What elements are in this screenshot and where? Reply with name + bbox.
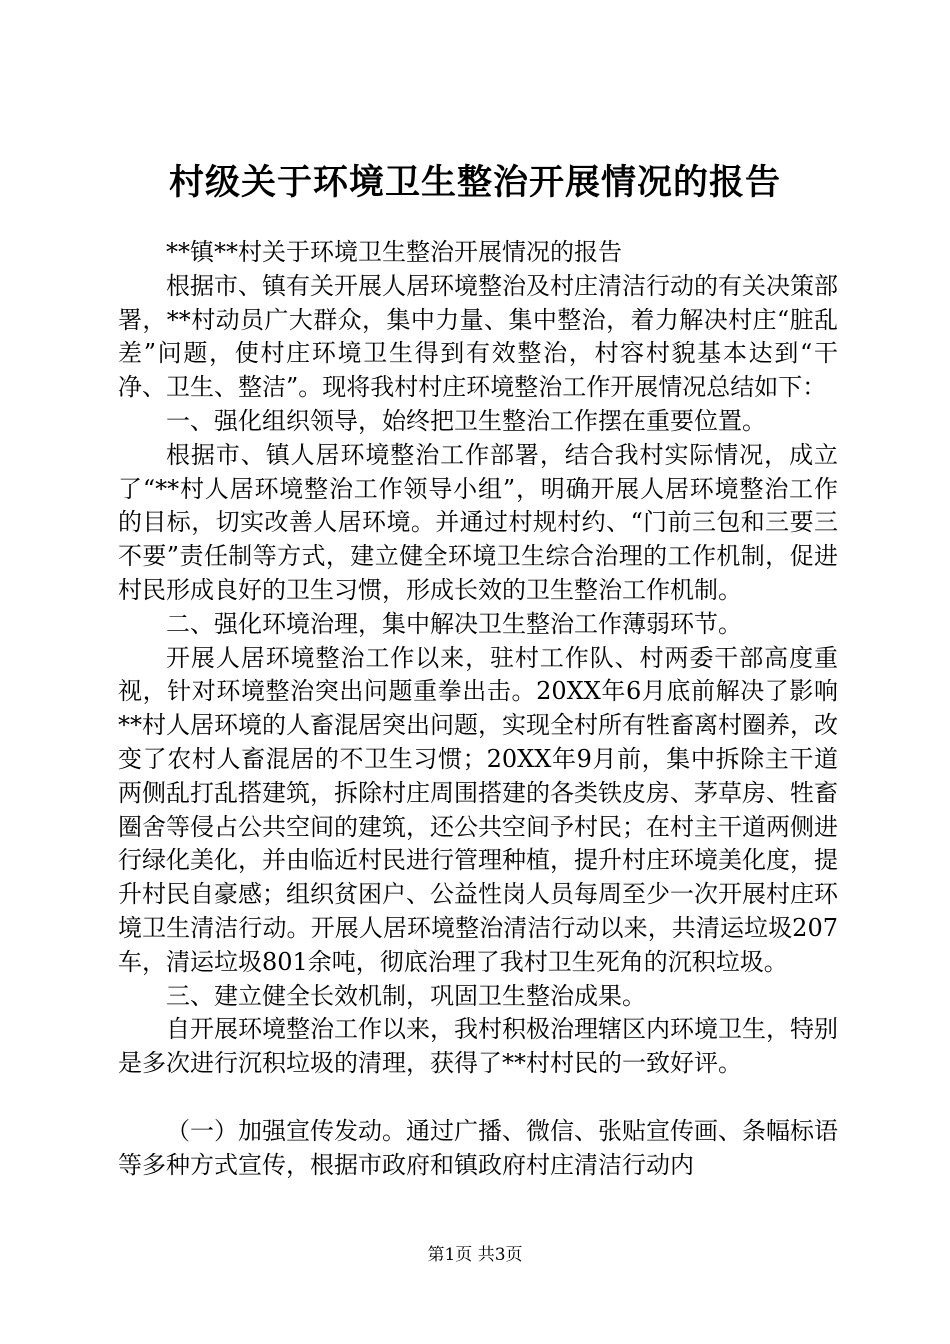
paragraph-section-1: 根据市、镇人居环境整治工作部署，结合我村实际情况，成立了“**村人居环境整治工作领导小组”，明确开展人居环境整治工作的目标，切实改善人居环境。并通过村规村约、“门前三包和三要三不要”责任制等方式，建立健全环境卫生综合治理的工作机制，促进村民形成良好的卫生习惯，形成长效的卫生整治工作机制。 [118, 440, 838, 604]
section-heading-1: 一、强化组织领导，始终把卫生整治工作摆在重要位置。 [166, 406, 766, 435]
paragraph-section-3: 自开展环境整治工作以来，我村积极治理辖区内环境卫生，特别是多次进行沉积垃圾的清理，获得了**村村民的一致好评。 [118, 1015, 838, 1078]
section-heading-2: 二、强化环境治理，集中解决卫生整治工作薄弱环节。 [166, 609, 742, 638]
paragraph-intro: 根据市、镇有关开展人居环境整治及村庄清洁行动的有关决策部署，**村动员广大群众，集中力量、集中整治，着力解决村庄“脏乱差”问题，使村庄环境卫生得到有效整治，村容村貌基本达到“干净、卫生、整洁”。现将我村村庄环境整治工作开展情况总结如下： [118, 271, 838, 402]
paragraph-subtitle: **镇**村关于环境卫生整治开展情况的报告 [166, 238, 622, 266]
section-heading-3: 三、建立健全长效机制，巩固卫生整治成果。 [166, 981, 646, 1010]
document-title: 村级关于环境卫生整治开展情况的报告 [168, 162, 781, 203]
paragraph-section-2: 开展人居环境整治工作以来，驻村工作队、村两委干部高度重视，针对环境整治突出问题重拳出击。20XX年6月底前解决了影响**村人居环境的人畜混居突出问题，实现全村所有牲畜离村圈养，改变了农村人畜混居的不卫生习惯；20XX年9月前，集中拆除主干道两侧乱打乱搭建筑，拆除村庄周围搭建的各类铁皮房、茅草房、牲畜圈舍等侵占公共空间的建筑，还公共空间予村民；在村主干道两侧进行绿化美化，并由临近村民进行管理种植，提升村庄环境美化度，提升村民自豪感；组织贫困户、公益性岗人员每周至少一次开展村庄环境卫生清洁行动。开展人居环境整治清洁行动以来，共清运垃圾207车，清运垃圾801余吨，彻底治理了我村卫生死角的沉积垃圾。 [118, 643, 838, 976]
paragraph-subsection-1: （一）加强宣传发动。通过广播、微信、张贴宣传画、条幅标语等多种方式宣传，根据市政府和镇政府村庄清洁行动内 [118, 1116, 838, 1179]
paragraph-spacer [118, 1081, 838, 1115]
page-number: 第1页 共3页 [427, 1245, 523, 1265]
document-body [118, 236, 838, 1183]
